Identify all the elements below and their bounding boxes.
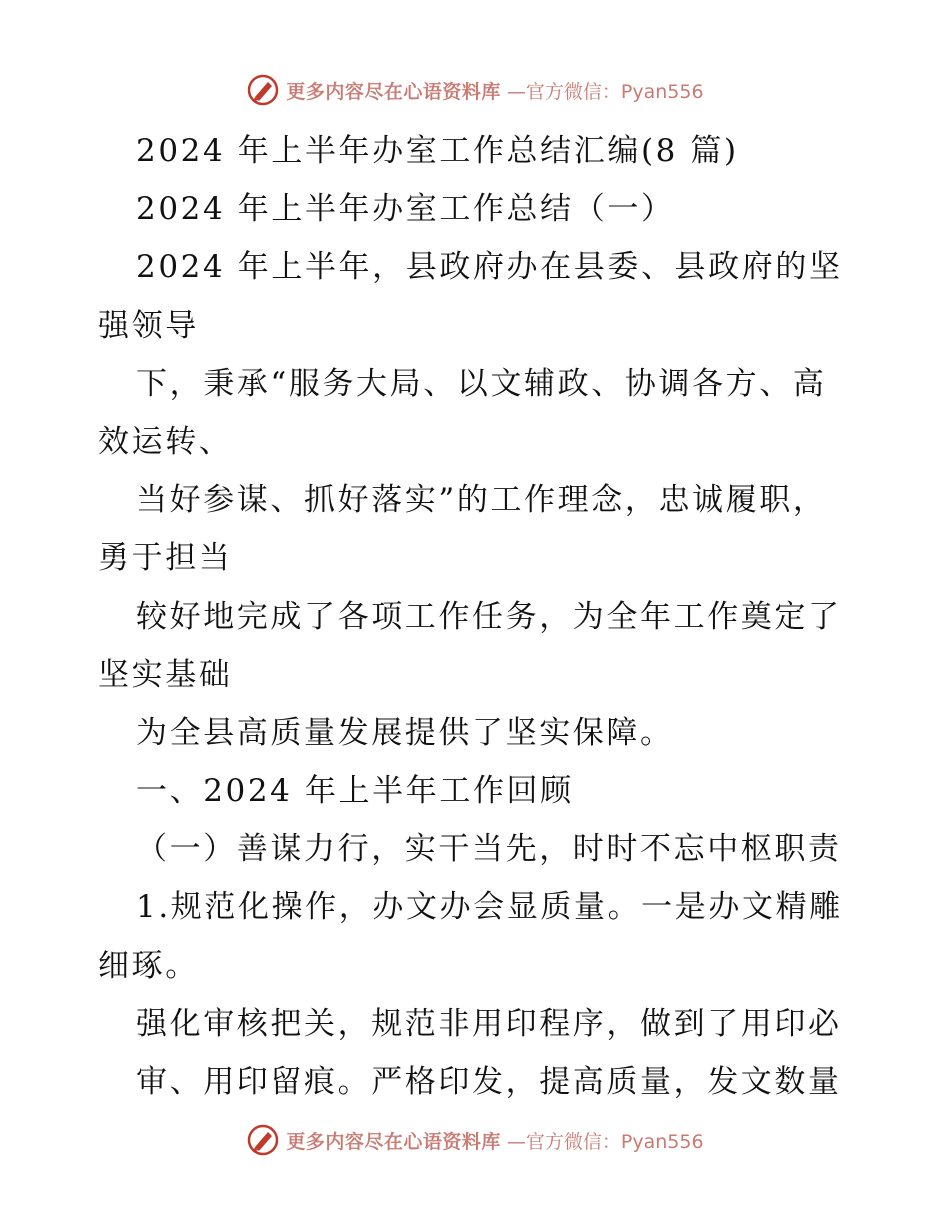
header-watermark [0,70,950,110]
pen-logo-icon [246,1123,280,1157]
text-line: 效运转、 [98,423,233,460]
text-line: 较好地完成了各项工作任务，为全年工作奠定了 [136,598,842,635]
document-title: 2024 年上半年办室工作总结汇编(8 篇) [136,133,739,169]
section-heading: 2024 年上半年办室工作总结（一） [136,191,675,228]
text-line: 勇于担当 [98,540,233,577]
text-line: 强化审核把关，规范非用印程序，做到了用印必 [136,1005,842,1042]
text-line: 审、用印留痕。严格印发，提高质量，发文数量 [136,1064,842,1100]
text-line: 强领导 [98,307,199,344]
text-line: 坚实基础 [98,656,233,693]
text-line: 2024 年上半年，县政府办在县委、县政府的坚 [136,249,843,286]
watermark-main-text: 更多内容尽在心语资料库 [286,1130,501,1153]
text-line: 当好参谋、抓好落实”的工作理念，忠诚履职， [136,482,827,519]
section-heading: 一、2024 年上半年工作回顾 [136,773,574,810]
document-body [98,122,858,1111]
subsection-heading: （一）善谋力行，实干当先，时时不忘中枢职责 [136,831,842,868]
watermark-sub-text: —官方微信：Pyan556 [506,1130,704,1153]
text-line: 下，秉承“服务大局、以文辅政、协调各方、高 [136,365,827,402]
text-line: 细琢。 [98,947,199,984]
pen-logo-icon [246,73,280,107]
watermark-main-text: 更多内容尽在心语资料库 [286,80,501,103]
text-line: 为全县高质量发展提供了坚实保障。 [136,714,674,751]
footer-watermark [0,1120,950,1160]
watermark-sub-text: —官方微信：Pyan556 [506,80,704,103]
text-line: 1.规范化操作，办文办会显质量。一是办文精雕 [136,889,843,926]
